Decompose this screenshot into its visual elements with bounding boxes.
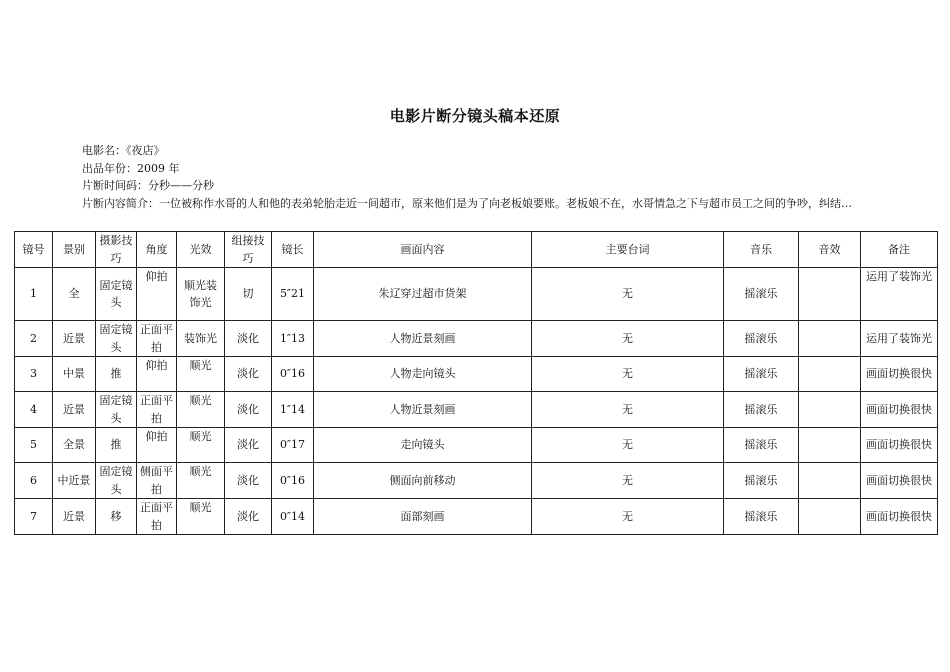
cell-shot-scale: 近景 xyxy=(53,499,96,535)
content-summary: 片断内容简介：一位被称作水哥的人和他的表弟轮胎走近一间超市，原来他们是为了向老板娘要账。老板娘不在，水哥情急之下与超市员工之间的争吵，纠结… xyxy=(82,196,852,210)
cell-transition: 切 xyxy=(225,268,272,321)
cell-sound-effects xyxy=(799,321,861,357)
film-info xyxy=(82,142,882,212)
cell-frame-content: 朱辽穿过超市货架 xyxy=(314,268,532,321)
cell-frame-content: 人物近景刻画 xyxy=(314,392,532,428)
cell-transition: 淡化 xyxy=(225,321,272,357)
cell-music: 摇滚乐 xyxy=(724,499,799,535)
page-title: 电影片断分镜头稿本还原 xyxy=(389,107,561,125)
cell-music: 摇滚乐 xyxy=(724,428,799,463)
film-name: 电影名：《夜店》 xyxy=(82,144,165,157)
header-music: 音乐 xyxy=(724,232,799,268)
cell-shot-no: 3 xyxy=(15,357,53,392)
header-angle: 角度 xyxy=(137,232,177,268)
cell-camera-technique: 移 xyxy=(96,499,137,535)
cell-camera-technique: 推 xyxy=(96,357,137,392)
cell-frame-content: 人物走向镜头 xyxy=(314,357,532,392)
cell-notes: 运用了装饰光 xyxy=(861,268,938,321)
cell-shot-no: 7 xyxy=(15,499,53,535)
header-camera-technique: 摄影技巧 xyxy=(96,232,137,268)
cell-frame-content: 人物近景刻画 xyxy=(314,321,532,357)
cell-shot-length: 1″13 xyxy=(272,321,314,357)
cell-angle: 正面平拍 xyxy=(137,321,177,357)
header-sound-effects: 音效 xyxy=(799,232,861,268)
cell-shot-no: 6 xyxy=(15,463,53,499)
cell-shot-scale: 全 xyxy=(53,268,96,321)
cell-shot-scale: 近景 xyxy=(53,321,96,357)
table-row xyxy=(15,499,938,535)
cell-transition: 淡化 xyxy=(225,392,272,428)
table-row xyxy=(15,268,938,321)
cell-notes: 画面切换很快 xyxy=(861,392,938,428)
cell-music: 摇滚乐 xyxy=(724,463,799,499)
cell-camera-technique: 固定镜头 xyxy=(96,463,137,499)
cell-lighting: 顺光 xyxy=(177,357,225,392)
cell-music: 摇滚乐 xyxy=(724,321,799,357)
cell-camera-technique: 固定镜头 xyxy=(96,321,137,357)
cell-lighting: 装饰光 xyxy=(177,321,225,357)
table-row xyxy=(15,392,938,428)
header-dialogue: 主要台词 xyxy=(532,232,724,268)
cell-sound-effects xyxy=(799,499,861,535)
header-shot-length: 镜长 xyxy=(272,232,314,268)
cell-angle: 正面平拍 xyxy=(137,499,177,535)
cell-transition: 淡化 xyxy=(225,357,272,392)
cell-shot-length: 0″17 xyxy=(272,428,314,463)
cell-music: 摇滚乐 xyxy=(724,392,799,428)
table-row xyxy=(15,321,938,357)
cell-lighting: 顺光 xyxy=(177,428,225,463)
cell-lighting: 顺光 xyxy=(177,499,225,535)
cell-angle: 仰拍 xyxy=(137,428,177,463)
cell-shot-length: 0″16 xyxy=(272,463,314,499)
cell-camera-technique: 固定镜头 xyxy=(96,392,137,428)
cell-notes: 运用了装饰光 xyxy=(861,321,938,357)
cell-dialogue: 无 xyxy=(532,321,724,357)
cell-shot-no: 2 xyxy=(15,321,53,357)
cell-angle: 侧面平拍 xyxy=(137,463,177,499)
cell-transition: 淡化 xyxy=(225,428,272,463)
cell-dialogue: 无 xyxy=(532,428,724,463)
cell-music: 摇滚乐 xyxy=(724,357,799,392)
cell-dialogue: 无 xyxy=(532,499,724,535)
cell-music: 摇滚乐 xyxy=(724,268,799,321)
cell-shot-scale: 全景 xyxy=(53,428,96,463)
cell-sound-effects xyxy=(799,463,861,499)
cell-camera-technique: 推 xyxy=(96,428,137,463)
cell-shot-length: 5″21 xyxy=(272,268,314,321)
cell-lighting: 顺光装饰光 xyxy=(177,268,225,321)
cell-transition: 淡化 xyxy=(225,463,272,499)
cell-sound-effects xyxy=(799,268,861,321)
cell-dialogue: 无 xyxy=(532,392,724,428)
header-notes: 备注 xyxy=(861,232,938,268)
header-shot-scale: 景别 xyxy=(53,232,96,268)
cell-notes: 画面切换很快 xyxy=(861,463,938,499)
header-frame-content: 画面内容 xyxy=(314,232,532,268)
cell-frame-content: 面部刻画 xyxy=(314,499,532,535)
cell-sound-effects xyxy=(799,428,861,463)
cell-lighting: 顺光 xyxy=(177,463,225,499)
cell-shot-length: 0″16 xyxy=(272,357,314,392)
cell-shot-no: 4 xyxy=(15,392,53,428)
cell-shot-length: 0″14 xyxy=(272,499,314,535)
header-lighting: 光效 xyxy=(177,232,225,268)
cell-shot-length: 1″14 xyxy=(272,392,314,428)
release-year: 出品年份：2009 年 xyxy=(82,161,180,175)
cell-angle: 正面平拍 xyxy=(137,392,177,428)
cell-angle: 仰拍 xyxy=(137,268,177,321)
timecode: 片断时间码：分秒——分秒 xyxy=(82,179,214,192)
cell-dialogue: 无 xyxy=(532,463,724,499)
cell-notes: 画面切换很快 xyxy=(861,499,938,535)
header-transition: 组接技巧 xyxy=(225,232,272,268)
table-row xyxy=(15,463,938,499)
cell-dialogue: 无 xyxy=(532,268,724,321)
table-row xyxy=(15,428,938,463)
cell-shot-scale: 中近景 xyxy=(53,463,96,499)
header-shot-no: 镜号 xyxy=(15,232,53,268)
cell-transition: 淡化 xyxy=(225,499,272,535)
cell-shot-scale: 中景 xyxy=(53,357,96,392)
cell-notes: 画面切换很快 xyxy=(861,428,938,463)
table-row xyxy=(15,357,938,392)
cell-shot-scale: 近景 xyxy=(53,392,96,428)
cell-frame-content: 走向镜头 xyxy=(314,428,532,463)
cell-lighting: 顺光 xyxy=(177,392,225,428)
cell-notes: 画面切换很快 xyxy=(861,357,938,392)
cell-dialogue: 无 xyxy=(532,357,724,392)
cell-sound-effects xyxy=(799,357,861,392)
cell-frame-content: 侧面向前移动 xyxy=(314,463,532,499)
shot-table xyxy=(14,231,938,535)
cell-sound-effects xyxy=(799,392,861,428)
table-header-row xyxy=(15,232,938,268)
cell-camera-technique: 固定镜头 xyxy=(96,268,137,321)
cell-shot-no: 1 xyxy=(15,268,53,321)
cell-shot-no: 5 xyxy=(15,428,53,463)
cell-angle: 仰拍 xyxy=(137,357,177,392)
